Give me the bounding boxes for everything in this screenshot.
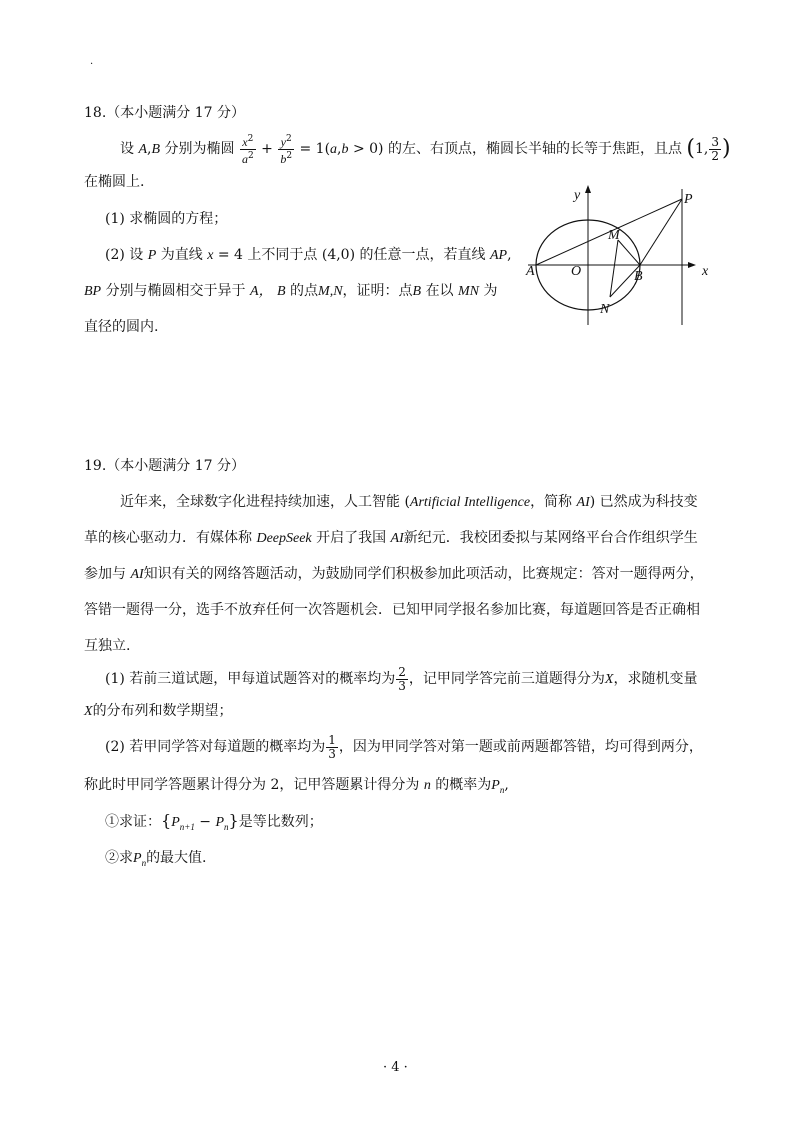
t: 的点 [290,283,319,299]
t: ①求证： [105,814,161,830]
t: MN [458,284,480,299]
q19-para-line2 [84,528,698,549]
fraction-y2-b2 [278,133,294,166]
q19-claim2 [105,848,207,874]
q19-para-line1 [120,492,698,513]
comma: , [507,247,512,263]
q18-text: 设 [120,141,134,157]
sup: 2 [247,133,254,144]
fraction-3-2 [709,136,721,163]
sub: n [224,821,229,832]
den: b [280,151,287,166]
t: 的概率为 [435,777,492,793]
ellipse-figure [524,183,714,329]
x-arrow-icon [688,262,696,268]
eq: = 1( [295,141,331,157]
t: ，简称 [530,494,573,510]
brace-open: { [161,811,172,830]
sup: 2 [286,150,293,161]
q19-sub1-line2 [84,701,233,722]
t: B [277,284,286,299]
q19-number: 19. [84,458,107,474]
den: 3 [328,746,336,761]
var-p: P [147,248,157,263]
t: 知识有关的网络答题活动，为鼓励同学们积极参加此项活动，比赛规定：答对一题得两分， [143,566,704,582]
q19-sub2-line1 [105,730,703,764]
den: 2 [711,148,719,163]
q19-claim1 [105,811,323,838]
brace-close: } [228,811,239,830]
fraction-x2-a2 [240,133,256,166]
y-arrow-icon [585,185,591,193]
ai: AI [130,567,144,582]
paren-close: ) [722,136,731,161]
q19-sub1-line1 [105,662,697,697]
q19-score: （本小题满分 17 分） [106,458,245,474]
q18-part1: (1) 求椭圆的方程； [105,211,228,227]
t: 革的核心驱动力．有媒体称 [84,530,252,546]
sup: 2 [247,150,254,161]
point-x: 1, [695,141,709,157]
t: 为 [483,283,498,299]
num: 3 [711,134,719,149]
ai-full: Artificial Intelligence [409,495,531,510]
var-b: b [341,142,349,157]
q19-heading [84,456,245,476]
q18-intro [120,132,731,167]
label-b: B [634,269,643,284]
t: 的分布列和数学期望； [92,703,233,719]
line-ap: AP [489,248,508,263]
t: B [412,284,422,299]
q19-sub2-line2 [84,775,509,801]
t: ，证明：点 [342,283,413,299]
q18-line-last: 直径的圆内. [84,319,159,335]
t: 近年来，全球数字化进程持续加速，人工智能 ( [120,494,410,510]
fraction-1-3 [326,734,338,761]
label-a: A [526,264,535,279]
t: = 4 上不同于点 (4,0) 的任意一点，若直线 [213,247,486,263]
t: (2) 设 [105,247,144,263]
den: 3 [398,678,406,693]
num: y [280,134,286,149]
var-a: a [330,142,338,157]
var-p: P [491,778,500,793]
t: ，求随机变量 [613,671,698,687]
t: 新纪元．我校团委拟与某网络平台合作组织学生 [403,530,698,546]
sub: n [499,784,505,795]
sub: n+1 [179,821,195,832]
paren-open: ( [686,136,695,161]
q18-text: 的左、右顶点，椭圆长半轴的长等于焦距，且点 [387,141,682,157]
label-o: O [571,264,582,279]
var-x: X [84,704,93,719]
num: 2 [398,664,406,679]
var-p: P [133,851,142,866]
sep: , [337,141,342,157]
t: A， [250,284,273,299]
t: 参加与 [84,566,126,582]
sup: 2 [285,133,292,144]
t: , [504,777,509,793]
num: 1 [328,732,336,747]
q18-heading [84,103,245,123]
t: ，记甲同学答完前三道题得分为 [408,671,605,687]
t: ②求 [105,850,133,866]
fraction-2-3 [396,666,408,693]
q18-line2: 在椭圆上. [84,174,145,190]
plus: + [256,141,278,157]
t: 称此时甲同学答题累计得分为 2，记甲答题累计得分为 [84,777,420,793]
t: 是等比数列； [238,814,323,830]
t: M,N [318,284,343,299]
sub: n [141,857,147,868]
line-bp: BP [84,284,102,299]
t: 为直线 [160,247,203,263]
var-p: P [171,815,180,830]
var-n: n [423,778,431,793]
q19-para-line4: 答错一题得一分，选手不放弃任何一次答题机会．已知甲同学报名参加比赛，每道题回答是否正确相 [84,602,700,618]
minus: − [194,814,216,830]
num: x [242,134,248,149]
cond: > 0) [348,141,384,157]
point-a: A [138,142,148,157]
label-n: N [600,302,610,317]
label-x: x [702,264,709,279]
t: (1) 若前三道试题，甲每道试题答对的概率均为 [105,671,396,687]
var-x: x [207,248,214,263]
t: 的最大值. [146,850,207,866]
q18-part2-line1 [105,245,512,266]
t: ，因为甲同学答对第一题或前两题都答错，均可得到两分， [338,739,703,755]
q18-part2-line2 [84,281,497,302]
q18-text: 分别为椭圆 [164,141,235,157]
line-mn [610,240,618,297]
ai: AI [390,531,404,546]
q19-para-line5: 互独立. [84,638,131,654]
var-p: P [215,815,225,830]
deepseek: DeepSeek [256,531,312,546]
point-b: B [151,142,161,157]
label-y: y [574,188,581,203]
t: (2) 若甲同学答对每道题的概率均为 [105,739,326,755]
label-p: P [684,192,693,207]
den: a [241,151,248,166]
t: 分别与椭圆相交于异于 [105,283,246,299]
t: 开启了我国 [316,530,387,546]
q19-para-line3 [84,564,704,585]
ai: AI [576,495,590,510]
sep: , [147,141,152,157]
line-mb [618,240,640,265]
t: ) 已然成为科技变 [589,494,698,510]
page-number: · 4 · [383,1060,408,1075]
q18-number: 18. [84,105,107,121]
var-x: X [604,672,614,687]
t: 在以 [425,283,454,299]
label-m: M [608,228,620,243]
q18-score: （本小题满分 17 分） [106,105,245,121]
header-dot: . [90,56,94,67]
